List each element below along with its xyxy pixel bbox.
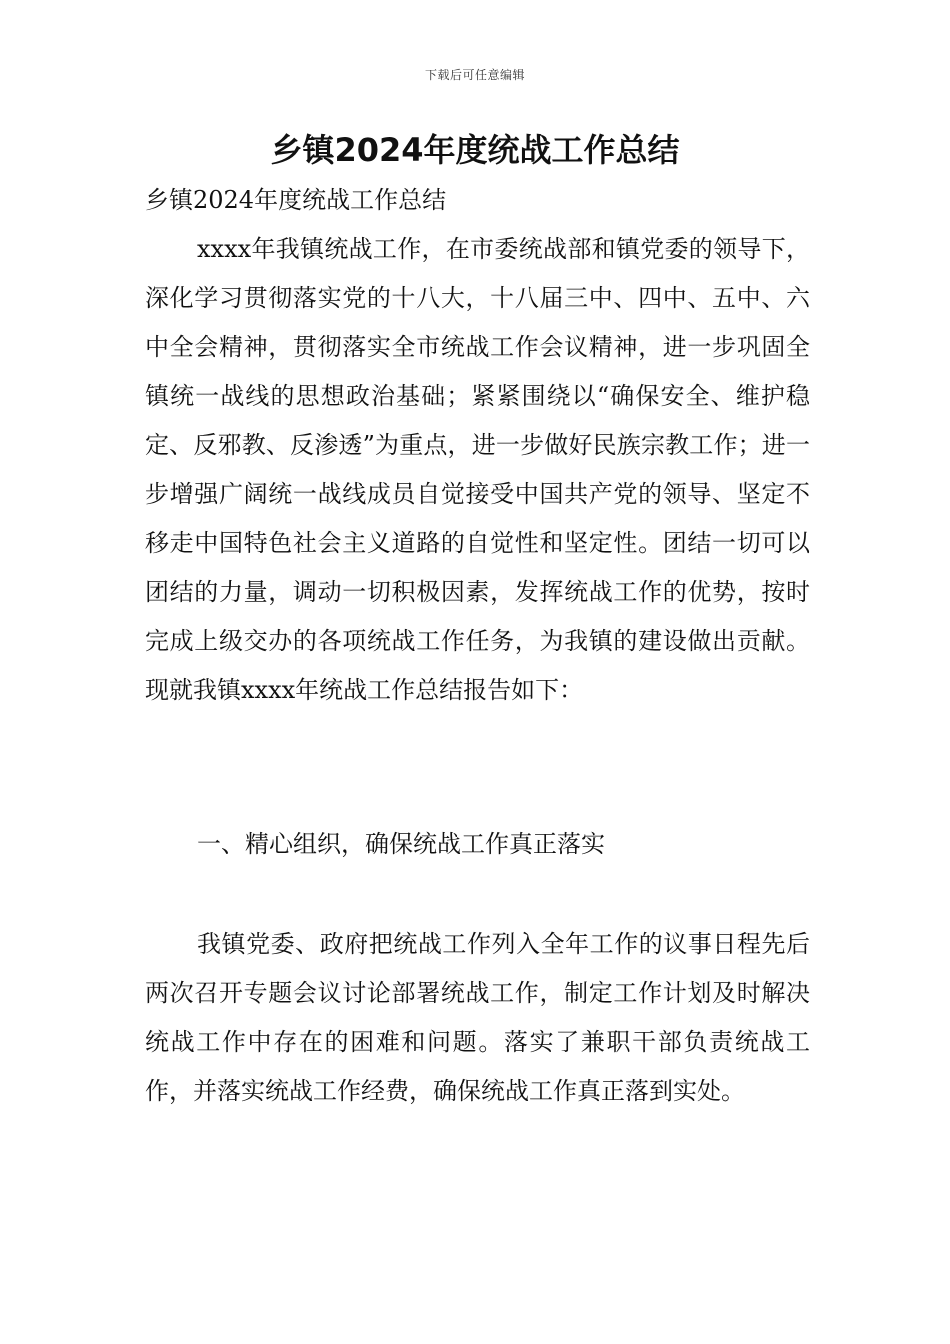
paragraph-section-1: 我镇党委、政府把统战工作列入全年工作的议事日程先后两次召开专题会议讨论部署统战工作，制定工作计划及时解决统战工作中存在的困难和问题。落实了兼职干部负责统战工作，并落实统战工作经费，确保统战工作真正落到实处。 (145, 930, 810, 1105)
document-subtitle: 乡镇2024年度统战工作总结 (145, 186, 447, 214)
section-heading-1: 一、精心组织，确保统战工作真正落实 (197, 830, 605, 858)
header-note: 下载后可任意编辑 (424, 68, 525, 82)
document-title: 乡镇2024年度统战工作总结 (270, 131, 680, 169)
paragraph-intro: xxxx年我镇统战工作，在市委统战部和镇党委的领导下，深化学习贯彻落实党的十八大，十八届三中、四中、五中、六中全会精神，贯彻落实全市统战工作会议精神，进一步巩固全镇统一战线的思想政治基础；紧紧围绕以“确保安全、维护稳定、反邪教、反渗透”为重点，进一步做好民族宗教工作；进一步增强广阔统一战线成员自觉接受中国共产党的领导、坚定不移走中国特色社会主义道路的自觉性和坚定性。团结一切可以团结的力量，调动一切积极因素，发挥统战工作的优势，按时完成上级交办的各项统战工作任务，为我镇的建设做出贡献。现就我镇xxxx年统战工作总结报告如下： (145, 235, 810, 704)
